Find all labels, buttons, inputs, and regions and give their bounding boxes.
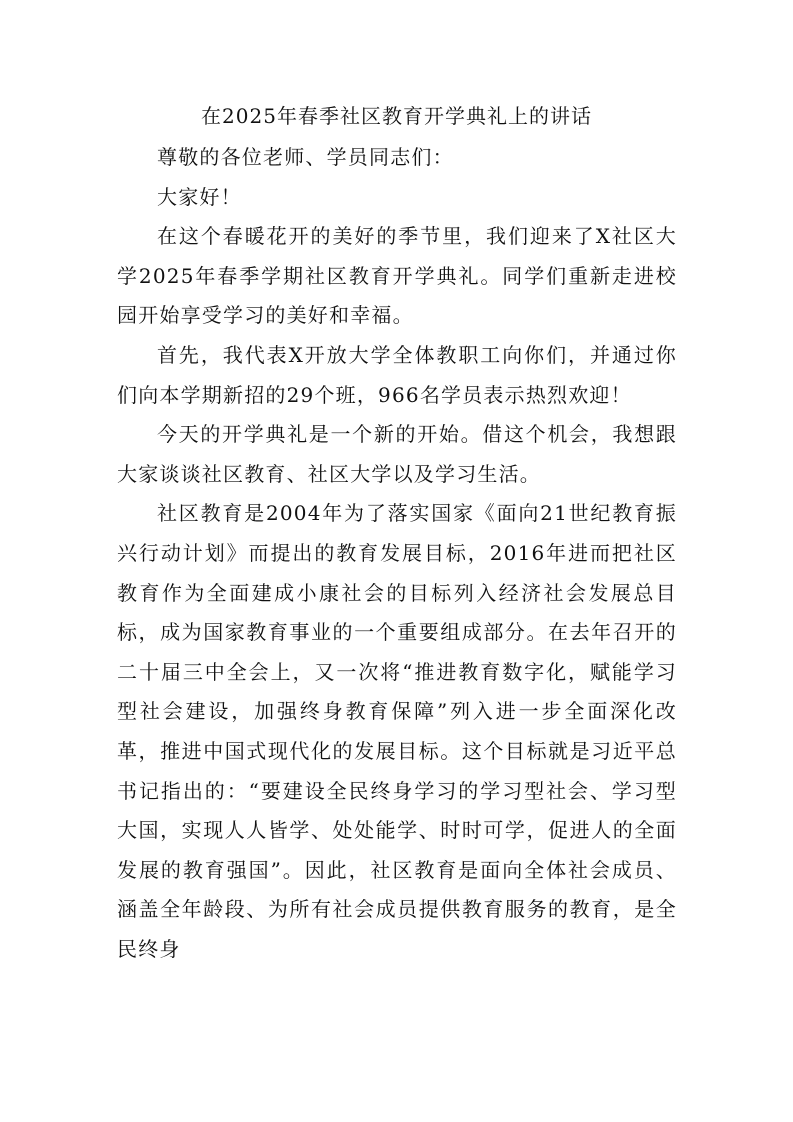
greeting-paragraph: 大家好！ — [157, 184, 242, 209]
introduction-paragraph: 今天的开学典礼是一个新的开始。借这个机会，我想跟大家谈谈社区教育、社区大学以及学习生活。 — [117, 422, 677, 486]
opening-paragraph: 在这个春暖花开的美好的季节里，我们迎来了X社区大学2025年春季学期社区教育开学典礼。同学们重新走进校园开始享受学习的美好和幸福。 — [117, 224, 677, 328]
welcome-paragraph: 首先，我代表X开放大学全体教职工向你们，并通过你们向本学期新招的29个班，966名学员表示热烈欢迎！ — [117, 342, 677, 407]
document-title: 在2025年春季社区教育开学典礼上的讲话 — [201, 104, 592, 128]
salutation-paragraph: 尊敬的各位老师、学员同志们： — [157, 145, 454, 169]
community-education-paragraph: 社区教育是2004年为了落实国家《面向21世纪教育振兴行动计划》而提出的教育发展目标，2016年进而把社区教育作为全面建成小康社会的目标列入经济社会发展总目标，成为国家教育事业的一个重要组成部分。在去年召开的二十届三中全会上，又一次将“推进教育数字化，赋能学习型社会建设，加强终身教育保障”列入进一步全面深化改革，推进中国式现代化的发展目标。这个目标就是习近平总书记指出的：“要建设全民终身学习的学习型社会、学习型大国，实现人人皆学、处处能学、时时可学，促进人的全面发展的教育强国”。因此，社区教育是面向全体社会成员、涵盖全年龄段、为所有社会成员提供教育服务的教育，是全民终身 — [117, 501, 677, 961]
document-body — [117, 138, 677, 969]
